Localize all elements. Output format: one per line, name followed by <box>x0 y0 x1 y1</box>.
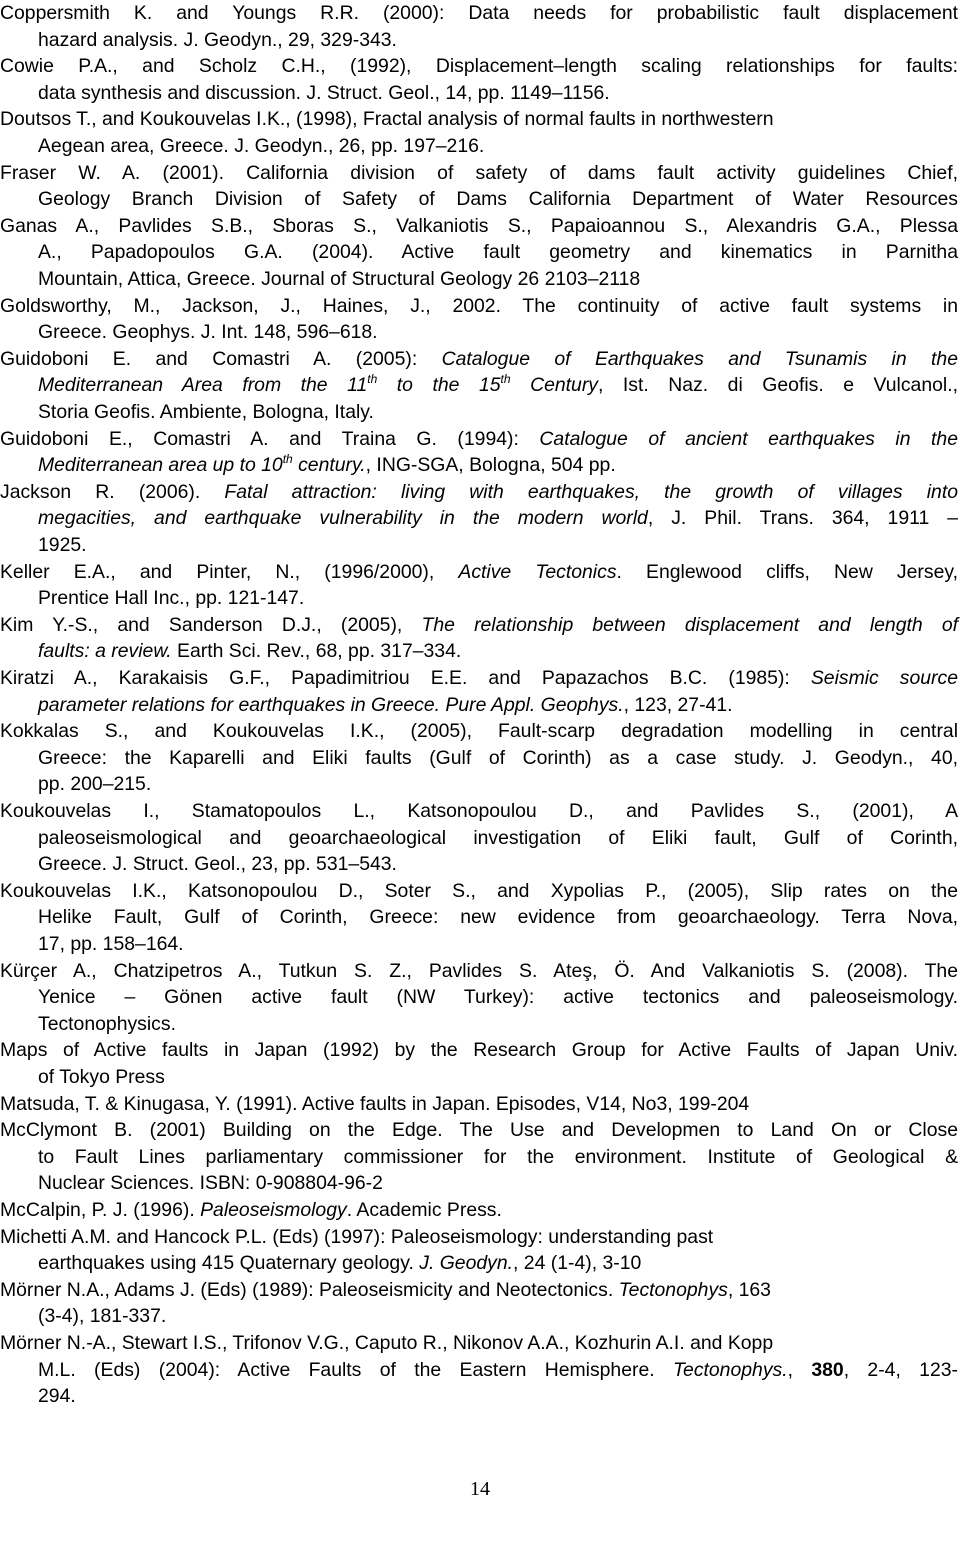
reference-text: Goldsworthy, M., Jackson, J., Haines, J., 2002. The continuity of active fault systems in <box>0 294 958 317</box>
reference-continuation-line <box>38 984 958 1011</box>
reference-text: th <box>282 452 293 467</box>
reference-text: Helike Fault, Gulf of Corinth, Greece: new evidence from geoarchaeology. Terra Nova, <box>38 906 958 929</box>
reference-text: Kürçer A., Chatzipetros A., Tutkun S. Z., Pavlides S. Ateş, Ö. And Valkaniotis S. (2008). The <box>0 959 958 982</box>
reference-text: Nuclear Sciences. ISBN: 0-908804-96-2 <box>38 1172 383 1195</box>
reference-first-line <box>0 798 958 825</box>
reference-first-line <box>0 1091 958 1118</box>
reference-continuation-line <box>38 1357 958 1384</box>
reference-text: Geology Branch Division of Safety of Dams California Department of Water Resources <box>38 188 958 211</box>
reference-text: 294. <box>38 1385 76 1408</box>
reference-first-line <box>0 53 958 80</box>
reference-text: , J. Phil. Trans. 364, 1911 – <box>647 507 958 530</box>
reference-continuation-line <box>38 771 958 798</box>
reference-continuation-line <box>38 319 958 346</box>
reference-first-line <box>0 426 958 453</box>
reference-text: Mörner N.A., Adams J. (Eds) (1989): Paleoseismicity and Neotectonics. <box>0 1278 619 1301</box>
reference-continuation-line <box>38 372 958 399</box>
reference-text: data synthesis and discussion. J. Struct. Geol., 14, pp. 1149–1156. <box>38 81 610 104</box>
reference-text: Keller E.A., and Pinter, N., (1996/2000), <box>0 560 459 583</box>
reference-first-line <box>0 958 958 985</box>
reference-text: Catalogue of Earthquakes and Tsunamis in the <box>441 347 958 370</box>
reference-text: The relationship between displacement and length of <box>421 613 958 636</box>
reference-text: Cowie P.A., and Scholz C.H., (1992), Displacement–length scaling relationships for faults: <box>0 55 958 78</box>
reference-first-line <box>0 0 958 27</box>
reference-text: , 2-4, 123- <box>843 1358 958 1381</box>
reference-first-line <box>0 479 958 506</box>
reference-text: , <box>787 1358 812 1381</box>
reference-continuation-line <box>38 904 958 931</box>
reference-text: M.L. (Eds) (2004): Active Faults of the Eastern Hemisphere. <box>38 1358 673 1381</box>
reference-first-line <box>0 878 958 905</box>
reference-text: hazard analysis. J. Geodyn., 29, 329-343. <box>38 28 397 51</box>
reference-text: Doutsos T., and Koukouvelas I.K., (1998), Fractal analysis of normal faults in northwestern <box>0 108 774 131</box>
reference-continuation-line <box>38 1383 958 1410</box>
reference-text: Aegean area, Greece. J. Geodyn., 26, pp. 197–216. <box>38 135 485 157</box>
reference-text: Seismic source <box>810 667 958 689</box>
reference-text: Century <box>510 374 598 397</box>
reference-text: Mediterranean Area from the 11 <box>38 374 368 397</box>
reference-text: Earth Sci. Rev., 68, pp. 317–334. <box>171 640 462 663</box>
reference-continuation-line <box>38 745 958 772</box>
reference-text: , 163 <box>727 1278 771 1301</box>
reference-text: Tectonophysics. <box>38 1012 176 1035</box>
reference-text: Maps of Active faults in Japan (1992) by the Research Group for Active Faults of Japan Univ. <box>0 1039 958 1062</box>
reference-text: Mountain, Attica, Greece. Journal of Structural Geology 26 2103–2118 <box>38 268 641 290</box>
reference-continuation-line <box>38 133 958 160</box>
reference-text: th <box>367 372 378 387</box>
reference-text: Catalogue of ancient earthquakes in the <box>539 427 959 450</box>
reference-continuation-line <box>38 931 958 958</box>
reference-text: of Tokyo Press <box>38 1066 165 1088</box>
reference-text: Fatal attraction: living with earthquakes, the growth of villages into <box>224 480 959 503</box>
reference-text: Guidoboni E., Comastri A. and Traina G. (1994): <box>0 427 540 450</box>
reference-text: Prentice Hall Inc., pp. 121-147. <box>38 587 305 610</box>
reference-text: Yenice – Gönen active fault (NW Turkey): active tectonics and paleoseismology. <box>38 986 958 1009</box>
reference-text: Matsuda, T. & Kinugasa, Y. (1991). Active faults in Japan. Episodes, V14, No3, 199-204 <box>0 1092 750 1115</box>
reference-first-line <box>0 160 958 187</box>
reference-continuation-line <box>38 1011 958 1038</box>
reference-text: Ganas A., Pavlides S.B., Sboras S., Valkaniotis S., Papaioannou S., Alexandris G.A., Plessa <box>0 214 958 237</box>
reference-continuation-line <box>38 825 958 852</box>
reference-text: . Academic Press. <box>346 1199 502 1221</box>
reference-continuation-line <box>38 1170 958 1197</box>
reference-first-line <box>0 1224 958 1251</box>
reference-continuation-line <box>38 851 958 878</box>
reference-continuation-line <box>38 638 958 665</box>
reference-continuation-line <box>38 532 958 559</box>
reference-text: Kiratzi A., Karakaisis G.F., Papadimitriou E.E. and Papazachos B.C. (1985): <box>0 667 811 689</box>
reference-text: pp. 200–215. <box>38 773 152 796</box>
reference-text: parameter relations for earthquakes in Greece. Pure Appl. Geophys. <box>38 693 624 716</box>
reference-text: McClymont B. (2001) Building on the Edge. The Use and Developmen to Land On or Close <box>0 1119 958 1142</box>
reference-text: Guidoboni E. and Comastri A. (2005): <box>0 347 442 370</box>
reference-text: Mörner N.-A., Stewart I.S., Trifonov V.G., Caputo R., Nikonov A.A., Kozhurin A.I. and Kopp <box>0 1332 774 1354</box>
reference-text: , 24 (1-4), 3-10 <box>513 1252 642 1275</box>
reference-continuation-line <box>38 585 958 612</box>
reference-first-line <box>0 293 958 320</box>
reference-first-line <box>0 1277 958 1304</box>
reference-continuation-line <box>38 80 958 107</box>
reference-text: Koukouvelas I.K., Katsonopoulou D., Soter S., and Xypolias P., (2005), Slip rates on the <box>0 879 958 902</box>
reference-text: Kim Y.-S., and Sanderson D.J., (2005), <box>0 613 422 636</box>
reference-first-line <box>0 665 958 692</box>
reference-text: to Fault Lines parliamentary commissioner for the environment. Institute of Geological & <box>38 1145 958 1168</box>
reference-continuation-line <box>38 692 958 719</box>
reference-text: Active Tectonics <box>458 560 617 583</box>
reference-text: , ING-SGA, Bologna, 504 pp. <box>365 454 616 477</box>
reference-text: faults: a review. <box>38 640 172 663</box>
reference-continuation-line <box>38 186 958 213</box>
reference-text: 17, pp. 158–164. <box>38 933 184 955</box>
reference-text: J. Geodyn. <box>419 1252 514 1275</box>
reference-text: Fraser W. A. (2001). California division of safety of dams fault activity guidelines Chief, <box>0 161 958 184</box>
reference-text: 380 <box>811 1358 844 1381</box>
reference-continuation-line <box>38 239 958 266</box>
reference-continuation-line <box>38 399 958 426</box>
reference-text: Greece. J. Struct. Geol., 23, pp. 531–543. <box>38 853 397 876</box>
reference-continuation-line <box>38 266 958 293</box>
reference-continuation-line <box>38 452 958 479</box>
reference-text: century. <box>292 454 366 477</box>
reference-text: Koukouvelas I., Stamatopoulos L., Katsonopoulou D., and Pavlides S., (2001), A <box>0 800 958 822</box>
reference-continuation-line <box>38 1303 958 1330</box>
reference-continuation-line <box>38 27 958 54</box>
reference-continuation-line <box>38 1144 958 1171</box>
reference-text: A., Papadopoulos G.A. (2004). Active fault geometry and kinematics in Parnitha <box>38 241 958 264</box>
reference-first-line <box>0 1197 958 1224</box>
reference-text: (3-4), 181-337. <box>38 1305 167 1328</box>
reference-continuation-line <box>38 505 958 532</box>
reference-first-line <box>0 1037 958 1064</box>
reference-text: 1925. <box>38 534 87 556</box>
reference-text: Mediterranean area up to 10 <box>38 454 283 477</box>
reference-text: Coppersmith K. and Youngs R.R. (2000): Data needs for probabilistic fault displacement <box>0 2 958 24</box>
reference-text: megacities, and earthquake vulnerability in the modern world <box>38 507 648 530</box>
reference-text: Greece: the Kaparelli and Eliki faults (Gulf of Corinth) as a case study. J. Geodyn., 40, <box>38 746 958 769</box>
page-number: 14 <box>470 1478 490 1500</box>
reference-text: Jackson R. (2006). <box>0 480 225 503</box>
reference-first-line <box>0 559 958 586</box>
reference-text: paleoseismological and geoarchaeological investigation of Eliki fault, Gulf of Corinth, <box>38 826 958 849</box>
reference-first-line <box>0 213 958 240</box>
reference-text: . Englewood cliffs, New Jersey, <box>616 560 958 583</box>
reference-text: Tectonophys. <box>672 1358 788 1381</box>
reference-text: Paleoseismology <box>200 1199 347 1221</box>
reference-first-line <box>0 346 958 373</box>
reference-text: , Ist. Naz. di Geofis. e Vulcanol., <box>597 374 958 397</box>
reference-text: McCalpin, P. J. (1996). <box>0 1199 201 1221</box>
reference-text: th <box>500 372 511 387</box>
reference-text: Greece. Geophys. J. Int. 148, 596–618. <box>38 321 378 344</box>
reference-continuation-line <box>38 1064 958 1091</box>
reference-first-line <box>0 106 958 133</box>
reference-text: to the 15 <box>377 374 501 397</box>
reference-first-line <box>0 1330 958 1357</box>
reference-first-line <box>0 1117 958 1144</box>
reference-first-line <box>0 718 958 745</box>
reference-text: Michetti A.M. and Hancock P.L. (Eds) (1997): Paleoseismology: understanding past <box>0 1225 714 1248</box>
reference-text: , 123, 27-41. <box>623 693 733 716</box>
reference-first-line <box>0 612 958 639</box>
reference-text: Storia Geofis. Ambiente, Bologna, Italy. <box>38 401 374 423</box>
reference-text: earthquakes using 415 Quaternary geology. <box>38 1252 420 1275</box>
reference-text: Kokkalas S., and Koukouvelas I.K., (2005), Fault-scarp degradation modelling in central <box>0 720 958 743</box>
reference-continuation-line <box>38 1250 958 1277</box>
reference-text: Tectonophys <box>618 1278 728 1301</box>
